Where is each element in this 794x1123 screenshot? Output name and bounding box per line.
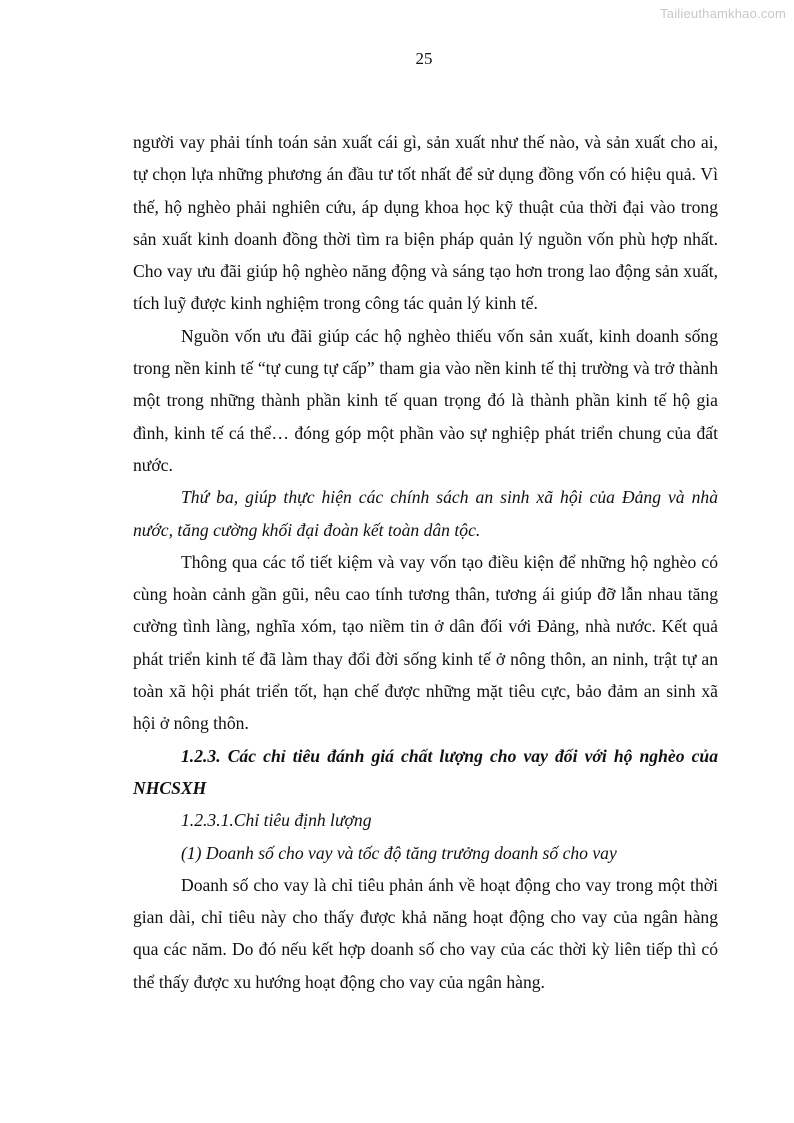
section-heading-1-2-3: 1.2.3. Các chỉ tiêu đánh giá chất lượng cho vay đối với hộ nghèo của NHCSXH <box>133 745 718 798</box>
paragraph-preferential-capital: Nguồn vốn ưu đãi giúp các hộ nghèo thiếu vốn sản xuất, kinh doanh sống trong nền kinh tế “tự cung tự cấp” tham gia vào nền kinh tế thị trường và trở thành một trong những thành phần kinh tế quan trọng đó là thành phần kinh tế hộ gia đình, kinh tế cá thể… đóng góp một phần vào sự nghiệp phát triển chung của đất nước. <box>133 325 718 475</box>
page-number: 25 <box>415 49 433 68</box>
paragraph-loan-turnover: Doanh số cho vay là chỉ tiêu phản ánh về hoạt động cho vay trong một thời gian dài, chỉ tiêu này cho thấy được khả năng hoạt động cho vay của ngân hàng qua các năm. Do đó nếu kết hợp doanh số cho vay của các thời kỳ liên tiếp thì có thể thấy được xu hướng hoạt động cho vay của ngân hàng. <box>133 874 718 992</box>
watermark-text: Tailieuthamkhao.com <box>660 6 786 21</box>
subsection-heading-1-2-3-1: 1.2.3.1.Chỉ tiêu định lượng <box>181 810 372 831</box>
document-body <box>133 126 718 998</box>
paragraph-third-point: Thứ ba, giúp thực hiện các chính sách an sinh xã hội của Đảng và nhà nước, tăng cường khối đại đoàn kết toàn dân tộc. <box>133 487 718 540</box>
paragraph-continued: người vay phải tính toán sản xuất cái gì, sản xuất như thế nào, và sản xuất cho ai, tự chọn lựa những phương án đầu tư tốt nhất để sử dụng đồng vốn có hiệu quả. Vì thế, hộ nghèo phải nghiên cứu, áp dụng khoa học kỹ thuật của thời đại vào trong sản xuất kinh doanh đồng thời tìm ra biện pháp quản lý nguồn vốn phù hợp nhất. Cho vay ưu đãi giúp hộ nghèo năng động và sáng tạo hơn trong lao động sản xuất, tích luỹ được kinh nghiệm trong công tác quản lý kinh tế. <box>133 132 718 314</box>
item-heading-loan-turnover: (1) Doanh số cho vay và tốc độ tăng trưởng doanh số cho vay <box>181 842 617 863</box>
paragraph-savings-groups: Thông qua các tổ tiết kiệm và vay vốn tạo điều kiện để những hộ nghèo có cùng hoàn cảnh gần gũi, nêu cao tính tương thân, tương ái giúp đỡ lẫn nhau tăng cường tình làng, nghĩa xóm, tạo niềm tin ở dân đối với Đảng, nhà nước. Kết quả phát triển kinh tế đã làm thay đổi đời sống kinh tế ở nông thôn, an ninh, trật tự an toàn xã hội phát triển tốt, hạn chế được những mặt tiêu cực, bảo đảm an sinh xã hội ở nông thôn. <box>133 551 718 734</box>
